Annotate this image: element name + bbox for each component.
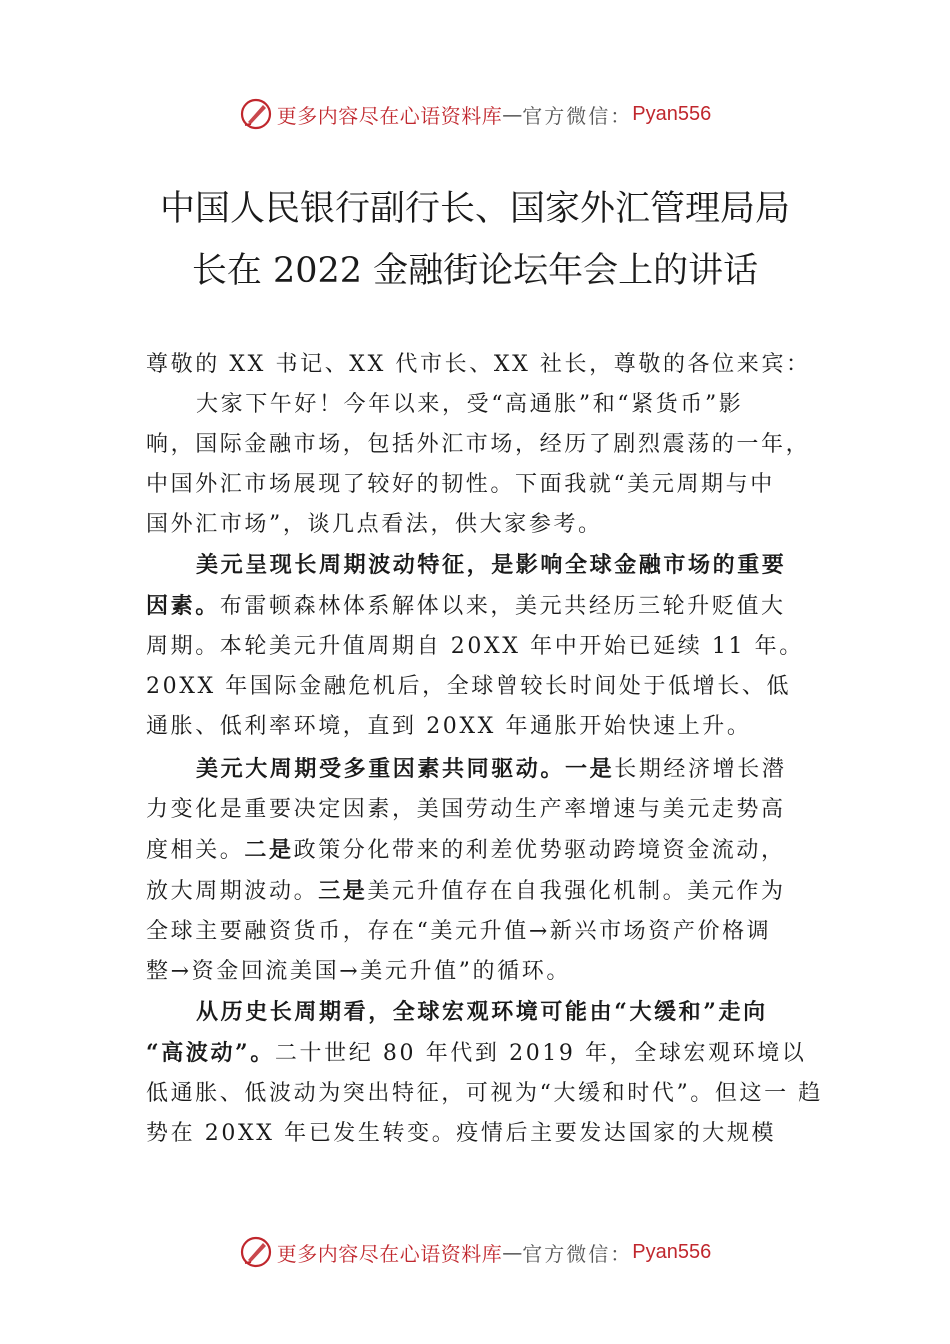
quill-logo-icon [239, 1235, 273, 1269]
para1-line2: 布雷顿森林体系解体以来，美元共经历三轮升贬值大 [219, 594, 786, 619]
para3-line4: 势在 20XX 年已发生转变。疫情后主要发达国家的大规模 [146, 1121, 777, 1146]
para2-first: 一是 [565, 756, 615, 782]
document-title [110, 178, 840, 302]
title-line-2: 长在 2022 金融街论坛年会上的讲话 [191, 251, 759, 291]
para2-line2: 力变化是重要决定因素，美国劳动生产率增速与美元走势高 [146, 797, 786, 822]
intro-line: 大家下午好！今年以来，受“高通胀”和“紧货币”影 [196, 392, 744, 417]
quill-logo-icon [239, 97, 273, 131]
para3-line2: 二十世纪 80 年代到 2019 年，全球宏观环境以 [274, 1041, 807, 1066]
greeting-text: 尊敬的 XX 书记、XX 代市长、XX 社长，尊敬的各位来宾： [146, 352, 811, 377]
footer-banner [0, 1232, 950, 1272]
para3-heading-a: 从历史长周期看，全球宏观环境可能由“大缓和”走向 [196, 999, 768, 1025]
para2-second: 二是 [244, 837, 294, 863]
para1-heading-a: 美元呈现长周期波动特征，是影响全球金融市场的重要 [196, 552, 787, 578]
para1-heading-b: 因素。 [146, 593, 220, 619]
footer-wechat-label: 官方微信： [522, 1241, 633, 1266]
footer-wechat-id: Pyan556 [632, 1240, 712, 1263]
intro-line: 国外汇市场”，谈几点看法，供大家参考。 [146, 512, 603, 537]
greeting [146, 345, 811, 385]
footer-site-name: 更多内容尽在心语资料库 [276, 1241, 503, 1266]
footer-dash: — [502, 1240, 523, 1264]
header-dash: — [502, 102, 523, 126]
header-wechat-id: Pyan556 [632, 102, 712, 125]
intro-line: 中国外汇市场展现了较好的韧性。下面我就“美元周期与中 [146, 472, 775, 497]
paragraph-dollar-cycle [146, 545, 808, 747]
para3-line3: 低通胀、低波动为突出特征，可视为“大缓和时代”。但这一 趋 [146, 1081, 823, 1106]
para2-line4b: 美元升值存在自我强化机制。美元作为 [367, 879, 786, 904]
para1-line: 通胀、低利率环境，直到 20XX 年通胀开始快速上升。 [146, 714, 752, 739]
para1-line: 20XX 年国际金融危机后，全球曾较长时间处于低增长、低 [146, 674, 792, 699]
para2-line6: 整→资金回流美国→美元升值”的循环。 [146, 959, 571, 984]
para1-line: 周期。本轮美元升值周期自 20XX 年中开始已延续 11 年。 [146, 634, 804, 659]
para2-line5: 全球主要融资货币，存在“美元升值→新兴市场资产价格调 [146, 919, 772, 944]
para2-line3a: 度相关。 [146, 838, 245, 863]
intro-line: 响，国际金融市场，包括外汇市场，经历了剧烈震荡的一年， [146, 432, 811, 457]
para2-line1: 长期经济增长潜 [614, 757, 787, 782]
header-wechat-label: 官方微信： [522, 103, 633, 128]
para2-line3b: 政策分化带来的利差优势驱动跨境资金流动， [293, 838, 786, 863]
paragraph-macro-environment [146, 992, 823, 1154]
intro-paragraph [146, 385, 811, 545]
document-body [146, 345, 823, 1154]
para2-heading: 美元大周期受多重因素共同驱动。 [196, 756, 566, 782]
para3-heading-b: “高波动”。 [146, 1040, 275, 1066]
title-line-1: 中国人民银行副行长、国家外汇管理局局 [159, 189, 790, 229]
para2-line4a: 放大周期波动。 [146, 879, 319, 904]
header-site-name: 更多内容尽在心语资料库 [276, 103, 503, 128]
header-banner [0, 94, 950, 134]
paragraph-drivers [146, 749, 808, 992]
para2-third: 三是 [318, 878, 368, 904]
